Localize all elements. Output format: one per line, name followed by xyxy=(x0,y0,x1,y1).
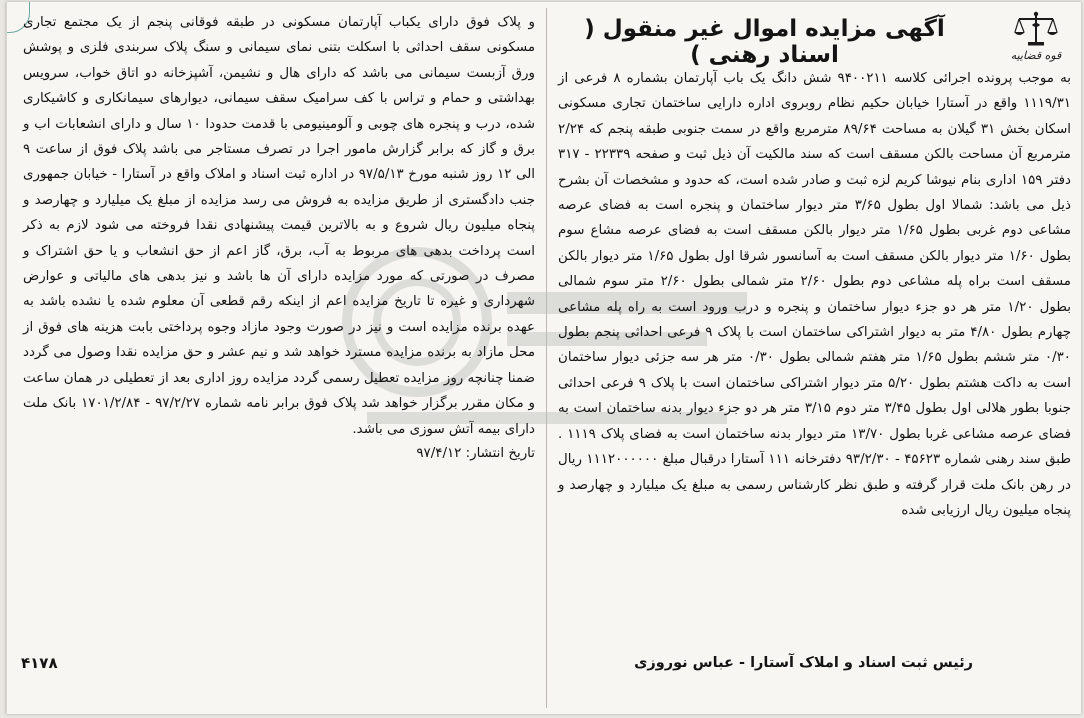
ad-number: ۴۱۷۸ xyxy=(21,654,58,672)
publication-date: تاریخ انتشار: ۹۷/۴/۱۲ xyxy=(416,445,535,461)
emblem-caption: قوه قضاییه xyxy=(1010,49,1062,62)
scales-of-justice-emblem-icon xyxy=(1013,10,1059,48)
notice-body-part-1: به موجب پرونده اجرائی کلاسه ۹۴۰۰۲۱۱ شش دانگ یک باب آپارتمان بشماره ۸ فرعی از ۱۱۱۹/۳۱ واقع در آستارا خیابان حکیم نظام روبروی اداره دارایی ساختمان تجاری مسکونی اسکان بخش ۳۱ گیلان به مساحت ۸۹/۶۴ مترمربع واقع در سمت جنوبی طبقه پنجم که ۲/۲۴ مترمربع آن مساحت بالکن مسقف است که سند مالکیت آن ذیل ثبت و صفحه ۲۲۳۳۹ - ۳۱۷ دفتر ۱۵۹ اداری بنام نیوشا کریم لزه ثبت و صادر شده است، که حدود و مشخصات آن بشرح ذیل می باشد: شمالا اول بطول ۳/۶۵ متر دیوار ساختمان و پنجره است به فضای عرصه مشاعی دوم غربی بطول ۱/۶۵ متر دیوار بالکن مسقف است به فضای عرصه مشاع سوم بطول ۱/۶۰ متر دیوار بالکن مسقف است به آسانسور شرقا اول بطول ۱/۶۵ متر دیوار بالکن مسقف است براه پله مشاعی دوم بطول ۲/۶۰ متر شمالی بطول ۲/۶۰ متر سوم شمالی بطول ۱/۲۰ متر هر دو جزء دیوار ساختمان و پنجره و درب ورود است به راه پله مشاعی چهارم بطول ۴/۸۰ متر به دیوار اشتراکی ساختمان است با پلاک ۹ فرعی احداثی پنجم بطول ۰/۳۰ متر ششم بطول ۱/۶۵ متر هفتم شمالی بطول ۰/۳۰ متر هر سه جزئی دیوار ساختمان است به داکت هشتم بطول ۵/۲۰ متر دیوار اشتراکی ساختمان است با پلاک ۹ فرعی احداثی جنوبا بطور هلالی اول بطول ۳/۴۵ متر دوم ۳/۱۵ متر هر دو جزء دیوار بدنه ساختمان است به فضای عرصه مشاعی غربا بطول ۱۳/۷۰ متر دیوار بدنه ساختمان است به فضای پلاک ۱۱۱۹ . طبق سند رهنی شماره ۴۵۶۲۳ - ۹۳/۲/۳۰ دفترخانه ۱۱۱ آستارا درقبال مبلغ ۱۱۱۲۰۰۰۰۰۰ ریال در رهن بانک ملت قرار گرفته و طبق نظر کارشناس رسمی به مبلغ یک میلیارد و چهارصد و پنجاه میلیون ریال ارزیابی شده xyxy=(558,71,1072,518)
newspaper-clipping xyxy=(6,2,1081,714)
signature-line: رئیس ثبت اسناد و املاک آستارا - عباس نوروزی xyxy=(634,655,973,671)
judiciary-emblem xyxy=(1001,10,1071,66)
notice-footer xyxy=(15,654,1073,672)
column-divider xyxy=(546,8,547,708)
notice-title: آگهی مزایده اموال غیر منقول ( اسناد رهنی ) xyxy=(584,16,945,68)
notice-header xyxy=(558,10,1071,66)
notice-body-part-2: و پلاک فوق دارای یکباب آپارتمان مسکونی در طبقه فوقانی پنجم از یک مجتمع تجاری مسکونی سقف احداثی با اسکلت بتنی نمای سیمانی و سنگ پلاک سربندی فلزی و پوشش ورق آزبست سیمانی می باشد که دارای هال و نشیمن، آشپزخانه دو اتاق خواب، سرویس بهداشتی و حمام و تراس با کف سرامیک سقف سیمانی، دیوارهای سیمانکاری و کاشیکاری شده، درب و پنجره های چوبی و آلومینیومی با قدمت حدودا ۱۰ سال و دارای انشعابات اب و برق و گاز که برابر گزارش مامور اجرا در تصرف مستاجر می باشد پلاک فوق از ساعت ۹ الی ۱۲ روز شنبه مورخ ۹۷/۵/۱۳ در اداره ثبت اسناد و املاک واقع در آستارا - خیابان جمهوری جنب دادگستری از طریق مزایده به فروش می رسد مزایده از مبلغ یک میلیارد و چهارصد و پنجاه میلیون ریال شروع و به بالاترین قیمت پیشنهادی نقدا فروخته می شود لازم به ذکر است پرداخت بدهی های مربوط به آب، برق، گاز اعم از حق انشعاب و یا حق اشتراک و مصرف در صورتی که مورد مزایده دارای آن ها باشد و نیز بدهی های مالیاتی و عوارض شهرداری و غیره تا تاریخ مزایده اعم از اینکه رقم قطعی آن معلوم شده یا نشده باشد به عهده برنده مزایده است و نیز در صورت وجود مازاد وجوه پرداختی بابت هزینه های فوق از محل مازاد به برنده مزایده مسترد خواهد شد و نیم عشر و حق مزایده نقدا وصول می گردد ضمنا چنانچه روز مزایده تعطیل رسمی گردد مزایده روز اداری بعد از تعطیلی در همان ساعت و مکان مقرر برگزار خواهد شد پلاک فوق برابر نامه شماره ۹۷/۲/۲۷ - ۱۷۰۱/۲/۸۴ بانک ملت دارای بیمه آتش سوزی می باشد. xyxy=(23,15,535,437)
left-column xyxy=(15,2,543,472)
right-column xyxy=(550,2,1081,529)
